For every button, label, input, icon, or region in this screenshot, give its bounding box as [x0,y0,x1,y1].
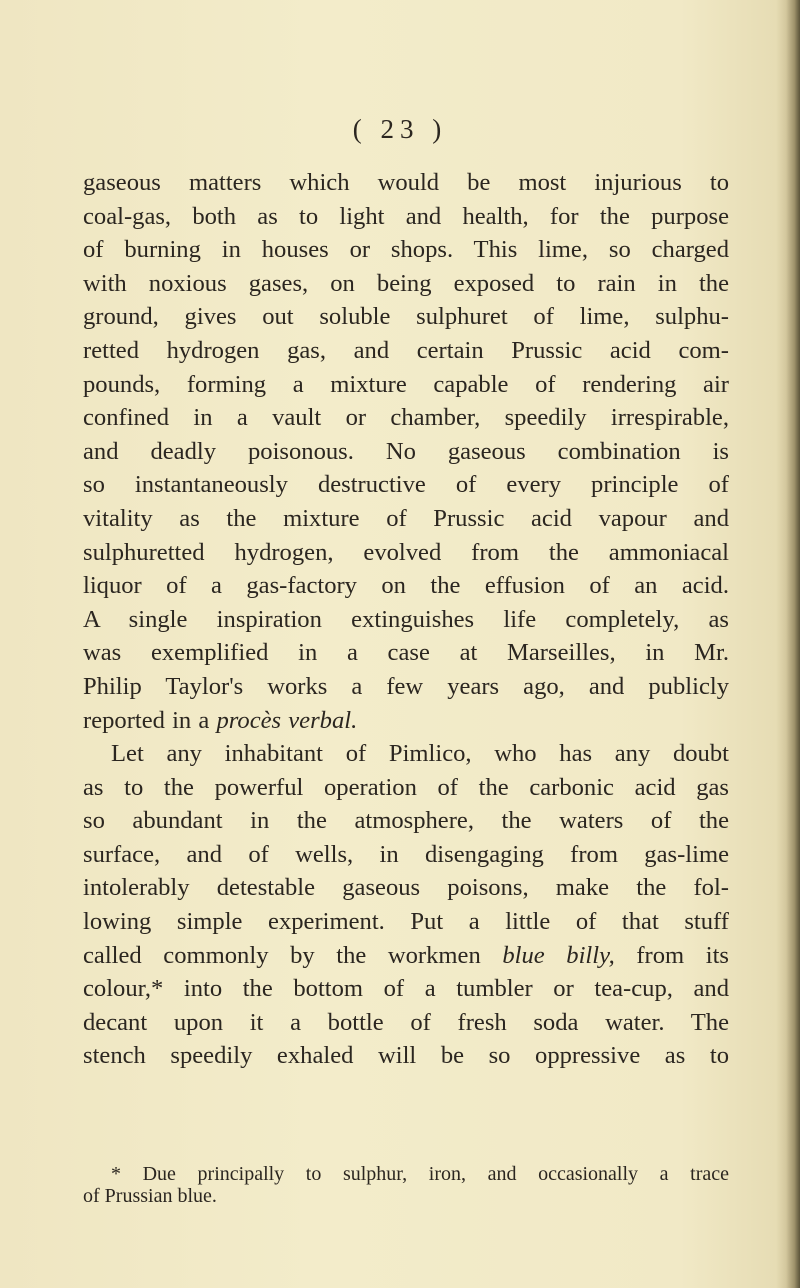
text-line [83,939,729,973]
text-run: reported in a [83,706,217,734]
text-line: confined in a vault or chamber, speedily irrespirable, [83,404,729,432]
text-line: retted hydrogen gas, and certain Prussic acid com- [83,336,729,364]
text-line: gaseous matters which would be most injurious to [83,169,729,196]
text-line: coal-gas, both as to light and health, for the purpose [83,202,729,230]
text-line: of burning in houses or shops. This lime, so charged [83,236,729,264]
text-line: stench speedily exhaled will be so oppressive as to [83,1042,729,1070]
text-line: pounds, forming a mixture capable of rendering air [83,370,729,398]
text-line: sulphuretted hydrogen, evolved from the ammoniacal [83,538,729,566]
text-line: and deadly poisonous. No gaseous combination is [83,437,729,465]
text-line [83,704,729,738]
italic-phrase: procès verbal. [216,706,358,734]
text-run: from its [614,941,729,969]
footnote [83,1163,729,1207]
text-line: A single inspiration extinguishes life completely, as [83,605,729,633]
text-line: so abundant in the atmosphere, the waters of the [83,807,729,835]
body-text [83,166,729,1073]
page-number: ( 23 ) [352,114,448,144]
text-line: so instantaneously destructive of every principle of [83,471,729,499]
paragraph-first-line: Let any inhabitant of Pimlico, who has any doubt [111,740,729,768]
text-line: vitality as the mixture of Prussic acid vapour and [83,504,729,532]
page-edge-shadow [786,0,800,1288]
text-line: Philip Taylor's works a few years ago, and publicly [83,672,729,700]
text-line: colour,* into the bottom of a tumbler or tea-cup, and [83,975,729,1003]
text-line: as to the powerful operation of the carbonic acid gas [83,773,729,801]
text-line: liquor of a gas-factory on the effusion of an acid. [83,572,729,600]
text-line: lowing simple experiment. Put a little of that stuff [83,908,729,936]
text-line: intolerably detestable gaseous poisons, make the fol- [83,874,729,902]
text-line: decant upon it a bottle of fresh soda water. The [83,1008,729,1036]
footnote-line: of Prussian blue. [83,1185,217,1207]
italic-phrase: blue billy, [502,941,615,969]
footnote-line: * Due principally to sulphur, iron, and occasionally a trace [111,1163,729,1185]
text-line: ground, gives out soluble sulphuret of lime, sulphu- [83,303,729,331]
text-line: surface, and of wells, in disengaging from gas-lime [83,840,729,868]
text-run: called commonly by the workmen [83,941,503,969]
text-line: with noxious gases, on being exposed to rain in the [83,269,729,297]
text-line: was exemplified in a case at Marseilles, in Mr. [83,639,729,667]
